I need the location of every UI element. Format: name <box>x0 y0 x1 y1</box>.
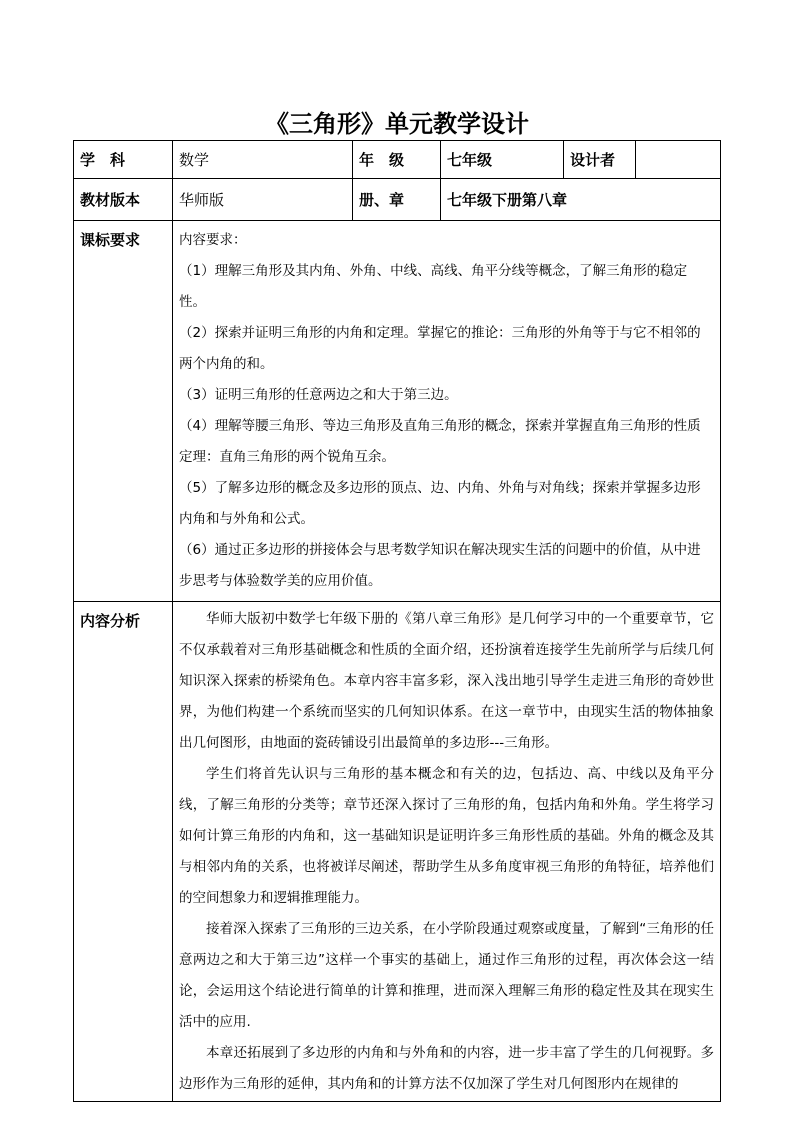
analysis-label: 内容分析 <box>74 602 173 1102</box>
curriculum-label: 课标要求 <box>74 221 173 602</box>
analysis-content <box>173 602 721 1102</box>
curriculum-content <box>173 221 721 602</box>
curriculum-line: （1）理解三角形及其内角、外角、中线、高线、角平分线等概念，了解三角形的稳定性。 <box>179 263 688 310</box>
analysis-paragraph: 本章还拓展到了多边形的内角和与外角和的内容，进一步丰富了学生的几何视野。多边形作为三角形的延伸，其内角和的计算方法不仅加深了学生对几何图形内在规律的 <box>179 1045 714 1092</box>
header-row-2 <box>74 179 721 221</box>
curriculum-line: （5）了解多边形的概念及多边形的顶点、边、内角、外角与对角线；探索并掌握多边形内角和与外角和公式。 <box>179 480 701 527</box>
document-title: 《三角形》单元教学设计 <box>265 109 529 138</box>
analysis-paragraph: 接着深入探索了三角形的三边关系，在小学阶段通过观察或度量，了解到“三角形的任意两边之和大于第三边”这样一个事实的基础上，通过作三角形的过程，再次体会这一结论，会运用这个结论进行简单的计算和推理，进而深入理解三角形的稳定性及其在现实生活中的应用. <box>179 921 714 1030</box>
grade-label: 年 级 <box>353 141 441 179</box>
curriculum-line: （4）理解等腰三角形、等边三角形及直角三角形的概念，探索并掌握直角三角形的性质定理：直角三角形的两个锐角互余。 <box>179 418 701 465</box>
analysis-paragraph: 华师大版初中数学七年级下册的《第八章三角形》是几何学习中的一个重要章节，它不仅承载着对三角形基础概念和性质的全面介绍，还扮演着连接学生先前所学与后续几何知识深入探索的桥梁角色。本章内容丰富多彩，深入浅出地引导学生走进三角形的奇妙世界，为他们构建一个系统而坚实的几何知识体系。在这一章节中，由现实生活的物体抽象出几何图形，由地面的瓷砖铺设引出最简单的多边形---三角形。 <box>179 611 714 751</box>
analysis-paragraph: 学生们将首先认识与三角形的基本概念和有关的边，包括边、高、中线以及角平分线，了解三角形的分类等；章节还深入探讨了三角形的角，包括内角和外角。学生将学习如何计算三角形的内角和，这一基础知识是证明许多三角形性质的基础。外角的概念及其与相邻内角的关系，也将被详尽阐述，帮助学生从多角度审视三角形的角特征，培养他们的空间想象力和逻辑推理能力。 <box>179 766 714 906</box>
curriculum-line: （3）证明三角形的任意两边之和大于第三边。 <box>179 387 458 403</box>
volume-value: 七年级下册第八章 <box>441 179 721 221</box>
grade-value: 七年级 <box>441 141 564 179</box>
designer-value <box>636 141 721 179</box>
subject-label: 学 科 <box>74 141 173 179</box>
analysis-row <box>74 602 721 1102</box>
design-table <box>73 140 721 1102</box>
designer-label: 设计者 <box>564 141 636 179</box>
textbook-label: 教材版本 <box>74 179 173 221</box>
header-row-1 <box>74 141 721 179</box>
curriculum-line: 内容要求： <box>179 232 247 248</box>
volume-label: 册、章 <box>353 179 441 221</box>
curriculum-line: （2）探索并证明三角形的内角和定理。掌握它的推论：三角形的外角等于与它不相邻的两个内角的和。 <box>179 325 701 372</box>
subject-value: 数学 <box>173 141 353 179</box>
textbook-value: 华师版 <box>173 179 353 221</box>
curriculum-line: （6）通过正多边形的拼接体会与思考数学知识在解决现实生活的问题中的价值，从中进步思考与体验数学美的应用价值。 <box>179 542 701 589</box>
curriculum-row <box>74 221 721 602</box>
